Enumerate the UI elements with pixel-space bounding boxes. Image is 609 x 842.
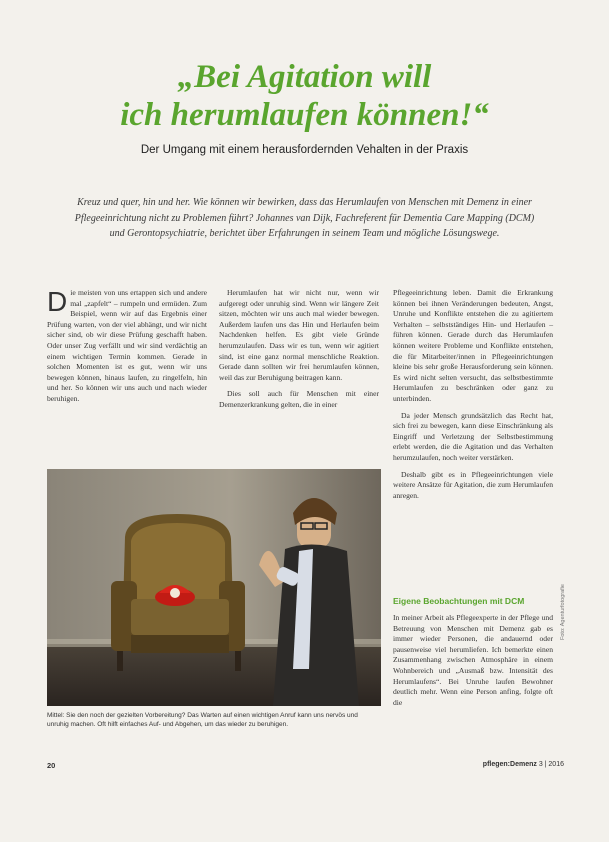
photo-credit: Foto: Agenturfotografie [560, 584, 566, 640]
journal-name: pflegen:Demenz [482, 761, 537, 768]
headline-line-1: „Bei Agitation will [177, 59, 432, 95]
article-intro: Kreuz und quer, hin und her. Wie können wir bewirken, dass das Herumlaufen von Menschen mit Demenz in einer Pflegeeinrichtung nicht zu Problemen führt? Johannes van Dijk, Fachreferent für Dementia Care Mapping (DCM) und Gerontopsychiatrie, berichtet über Erfahrungen in seinem Team und mögliche Lösungswege. [74, 197, 535, 239]
col2-paragraph-2: Dies soll auch für Menschen mit einer Demenzerkrankung gelten, die in einer [219, 389, 379, 409]
section-heading: Eigene Beobachtungen mit DCM [393, 596, 525, 606]
col3-paragraph-2: Da jeder Mensch grundsätzlich das Recht hat, sich frei zu bewegen, kann diese Einschränkung als Eingriff und Verletzung der Selbstbestimmung erlebt werden, die die Agitation und das Verhalten herumzulaufen, noch weiter verstärken. [393, 410, 553, 462]
col3-paragraph-3: Deshalb gibt es in Pflegeeinrichtungen viele weitere Ansätze für Agitation, die zum Herumlaufen anregen. [393, 469, 553, 500]
text-column-3-section [393, 613, 553, 708]
photo-caption: Mittel: Sie den noch der gezielten Vorbereitung? Das Warten auf einen wichtigen Anruf kann uns nervös und unruhig machen. Oft hilft einfaches Auf- und Abgehen, um das wieder zu beruhigen. [47, 712, 358, 728]
article-headline [40, 58, 569, 134]
text-column-1 [47, 288, 207, 411]
col2-paragraph-1: Herumlaufen hat wir nicht nur, wenn wir aufgeregt oder unruhig sind. Wenn wir längere Zeit sitzen, möchten wir uns auch mal wieder bewegen. Außerdem laufen uns das Hin und Herlaufen beim Nachdenken helfen. Es gibt viele Gründe herumzulaufen. Dass wir es tun, wenn wir agitiert sind, ist eine ganz normal menschliche Reaktion. Gerade dann sollten wir frei herumlaufen können, weil das zur Beruhigung beitragen kann. [219, 288, 379, 382]
page-number: 20 [47, 761, 56, 770]
col1-paragraph-1: ie meisten von uns ertappen sich und andere mal „zapfelt“ – rumpeln und ermüden. Zum Beispiel, wenn wir auf das Ergebnis einer Prüfung warten, von der viel abhängt, und wir nicht sicher sind, ob wir diese Prüfung geschafft haben. Oder unser Zug verfällt und wir sind verdächtig an einem wichtigen Termin kommen. Gerade in solchen Momenten ist es gut, wenn wir uns bewegen können, hinaus laufen, zu ringelfeln, hin und her. So können wir uns auch und nach wieder beruhigen. [47, 288, 207, 403]
text-column-2 [219, 288, 379, 417]
photo-illustration [47, 469, 381, 706]
journal-footer [483, 761, 564, 768]
journal-issue: 3 | 2016 [538, 761, 564, 768]
col3-paragraph-1: Pflegeeinrichtung leben. Damit die Erkrankung können bei ihnen Veränderungen bedeuten, Angst, Unruhe und Konflikte entstehen die zu agitiertem Verhalten – selbstständiges Hin- und Herlaufen – führen können. Gerade durch das Herumlaufen können weitere Probleme und Konflikte entstehen, die für Mitarbeiter/innen in Pflegeeinrichtungen kleine bis sehr große Herausforderung sein können. Es wird nicht selten versucht, das selbstbestimmte Herumlaufen zu beschränken oder ganz zu unterbinden. [393, 288, 553, 403]
text-column-3 [393, 288, 553, 507]
col3-section-paragraph: In meiner Arbeit als Pflegeexperte in der Pflege und Betreuung von Menschen mit Demenz gab es immer wieder Personen, die andauernd oder pausenweise viel herumliefen. Ich bemerkte einen Zusammenhang zwischen Atmosphäre in einem Wohnbereich und „Ausmaß bzw. Intensität des Herumlaufens“. Bei Unruhe laufen Bewohner deutlich mehr. Wenn eine Person anfing, folgte oft die [393, 613, 553, 707]
article-photo [47, 469, 381, 706]
headline-line-2: ich herumlaufen können!“ [120, 97, 489, 133]
dropcap: D [47, 286, 68, 317]
article-subheadline: Der Umgang mit einem herausfordernden Vehalten in der Praxis [140, 144, 469, 156]
